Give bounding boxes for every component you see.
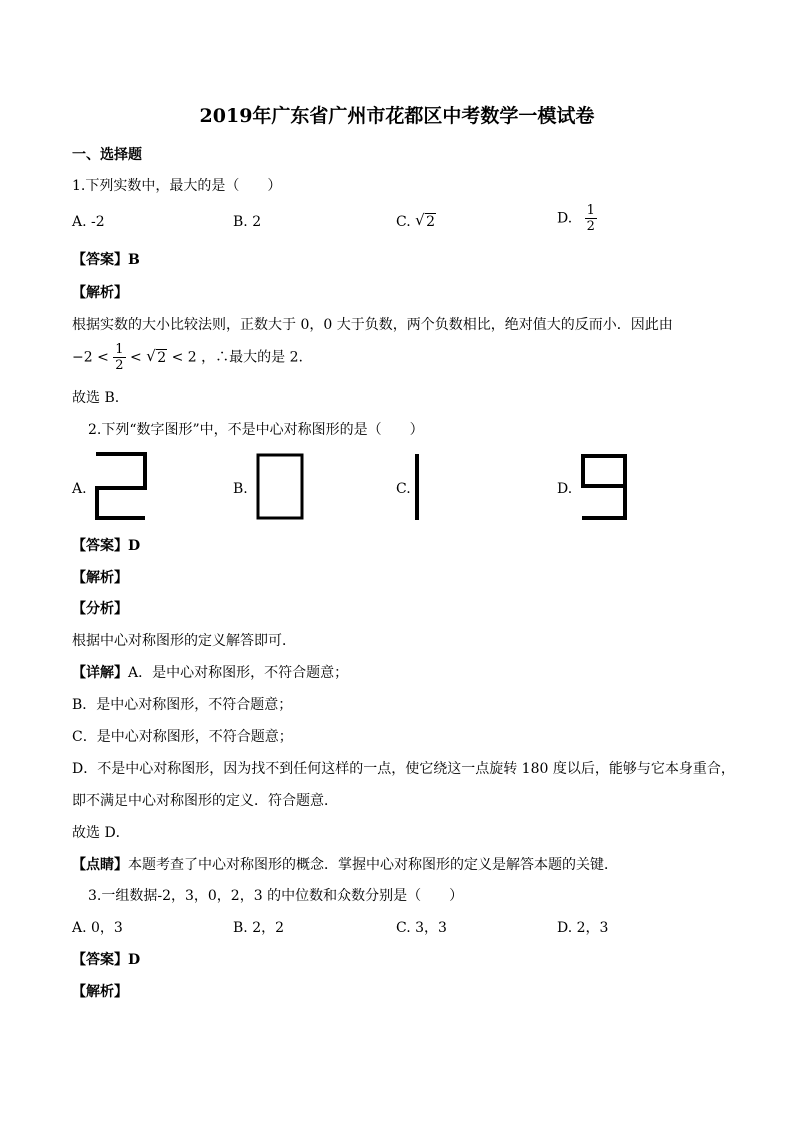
fraction-numerator: 1	[115, 342, 124, 357]
dianjing-tag: 【点睛】	[72, 857, 128, 873]
q1-option-b: B. 2	[233, 214, 262, 230]
q2-fenxi-tag: 【分析】	[72, 601, 128, 617]
q1-option-d	[557, 203, 597, 234]
q2-option-c: C.	[396, 481, 411, 497]
ineq-right: < 2 ，∴最大的是 2.	[171, 349, 303, 366]
q1-analysis-tag: 【解析】	[72, 285, 128, 301]
q3-option-d: D. 2，3	[557, 920, 609, 936]
q2-option-a: A.	[72, 481, 87, 497]
q1-explanation: 根据实数的大小比较法则，正数大于 0，0 大于负数，两个负数相比，绝对值大的反而小．因此由	[72, 317, 673, 333]
q1-option-c-label: C.	[396, 214, 411, 230]
q1-option-d-label: D.	[557, 210, 573, 227]
q2-answer	[72, 537, 140, 555]
q3-answer	[72, 951, 140, 969]
q2-stem: 2.下列“数字图形”中，不是中心对称图形的是（ ）	[88, 422, 424, 438]
q1-answer	[72, 251, 140, 269]
sqrt-symbol: √ 2	[146, 346, 167, 366]
detail-tag: 【详解】	[72, 665, 128, 681]
page-title: 2019年广东省广州市花都区中考数学一模试卷	[199, 105, 595, 127]
q1-option-c	[396, 213, 436, 231]
q2-analysis-tag: 【解析】	[72, 570, 128, 586]
answer-tag: 【答案】	[72, 952, 128, 968]
digit-2-figure	[93, 450, 149, 522]
sqrt-symbol: √ 2	[415, 211, 436, 230]
q1-stem: 1.下列实数中，最大的是（ ）	[72, 178, 282, 194]
fraction	[113, 342, 125, 373]
q2-detail-b: B．是中心对称图形，不符合题意；	[72, 697, 293, 713]
q3-stem: 3.一组数据-2，3，0，2，3 的中位数和众数分别是（ ）	[88, 888, 464, 904]
q3-option-c: C. 3，3	[396, 920, 447, 936]
answer-value: D	[128, 538, 141, 554]
q2-option-d: D.	[557, 481, 573, 497]
fraction-numerator: 1	[586, 203, 595, 218]
q2-detail-c: C．是中心对称图形，不符合题意；	[72, 729, 293, 745]
answer-value: B	[128, 252, 140, 268]
digit-9-figure	[578, 452, 630, 522]
fraction-denominator: 2	[115, 358, 124, 373]
q2-fenxi: 根据中心对称图形的定义解答即可．	[72, 633, 296, 649]
q2-detail-d1: D．不是中心对称图形，因为找不到任何这样的一点，使它绕这一点旋转 180 度以后，能够与它本身重合，	[72, 761, 735, 777]
digit-1-figure	[410, 452, 424, 522]
q2-detail-a	[72, 664, 348, 682]
q1-option-a: A. -2	[72, 214, 105, 230]
q2-choose: 故选 D．	[72, 825, 130, 841]
q1-option-c-radicand: 2	[426, 214, 436, 230]
q1-inequality	[72, 342, 303, 373]
q1-choose: 故选 B.	[72, 390, 120, 406]
dianjing-text: 本题考查了中心对称图形的概念．掌握中心对称图形的定义是解答本题的关键．	[128, 857, 618, 873]
q3-option-b: B. 2，2	[233, 920, 285, 936]
q3-option-a: A. 0，3	[72, 920, 123, 936]
section-heading: 一、选择题	[72, 147, 142, 163]
answer-tag: 【答案】	[72, 538, 128, 554]
answer-value: D	[128, 952, 141, 968]
fraction-denominator: 2	[586, 219, 595, 234]
ineq-left: −2 <	[72, 349, 109, 366]
detail-text: A．是中心对称图形，不符合题意；	[128, 665, 349, 681]
q2-option-b: B.	[233, 481, 248, 497]
sqrt-radicand: 2	[157, 349, 167, 366]
fraction	[585, 203, 597, 234]
ineq-less-than: <	[130, 349, 142, 366]
q3-analysis-tag: 【解析】	[72, 984, 128, 1000]
q2-dianjing	[72, 856, 618, 874]
digit-0-figure	[255, 452, 305, 522]
q2-detail-d2: 即不满足中心对称图形的定义．符合题意．	[72, 793, 338, 809]
answer-tag: 【答案】	[72, 252, 128, 268]
